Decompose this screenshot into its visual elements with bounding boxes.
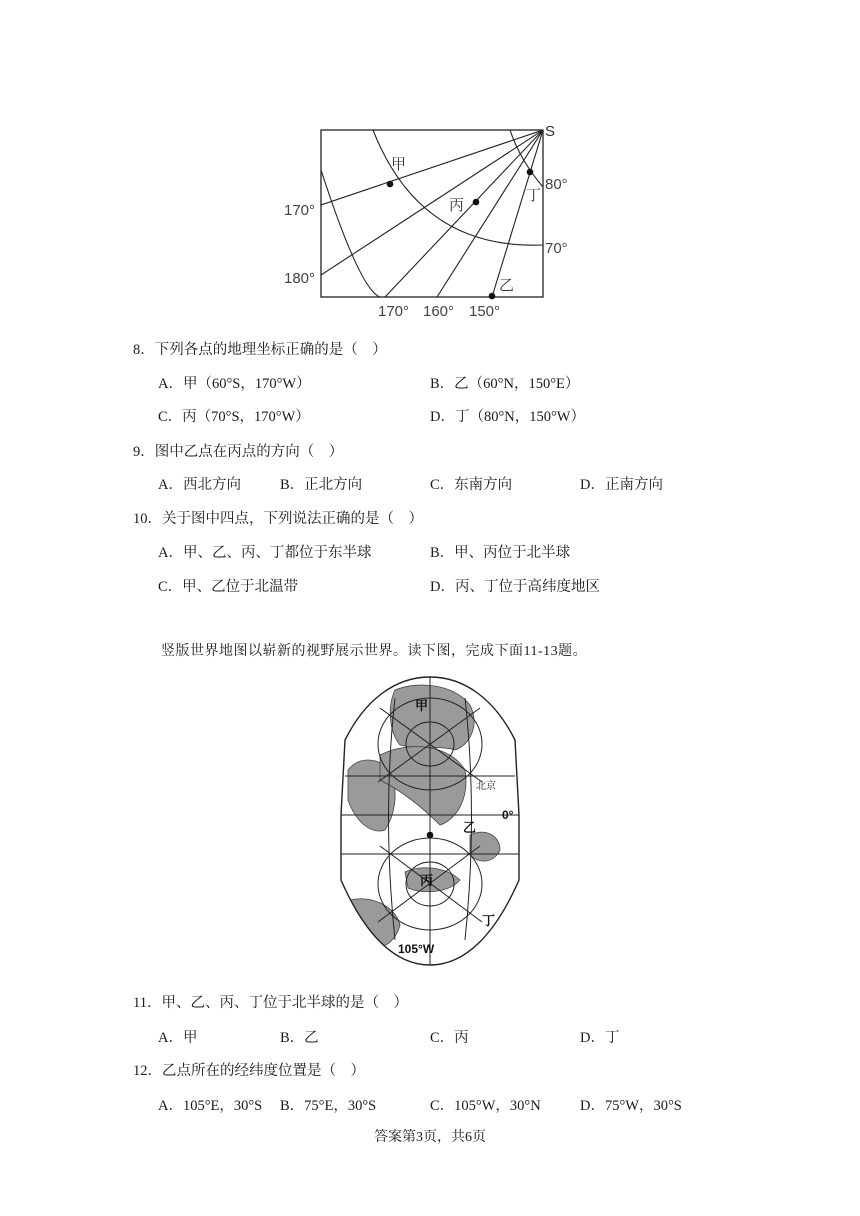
lon-180-label: 180° bbox=[284, 270, 316, 287]
q9-option-c[interactable]: C．东南方向 bbox=[430, 477, 513, 493]
question-9-stem: 9．图中乙点在丙点的方向（ ） bbox=[133, 444, 344, 460]
page-footer: 答案第3页，共6页 bbox=[374, 1130, 486, 1145]
q12-option-a[interactable]: A．105°E，30°S bbox=[158, 1098, 263, 1114]
q10-option-b[interactable]: B．甲、丙位于北半球 bbox=[430, 545, 571, 561]
lat-70-label: 70° bbox=[545, 240, 568, 257]
map-label-105w: 105°W bbox=[398, 942, 435, 956]
q12-option-b[interactable]: B．75°E，30°S bbox=[280, 1098, 377, 1114]
map-label-bing: 丙 bbox=[420, 873, 434, 888]
vertical-world-map bbox=[335, 673, 525, 973]
landmass-north bbox=[390, 685, 474, 750]
lon-150-label: 150° bbox=[469, 303, 501, 320]
q11-option-a[interactable]: A．甲 bbox=[158, 1030, 198, 1046]
point-jia bbox=[387, 181, 394, 188]
q8-option-c[interactable]: C．丙（70°S，170°W） bbox=[158, 409, 310, 425]
lat-80-label: 80° bbox=[545, 176, 568, 193]
q12-option-d[interactable]: D．75°W，30°S bbox=[580, 1098, 682, 1114]
map-point-yi bbox=[427, 832, 434, 839]
q11-option-b[interactable]: B．乙 bbox=[280, 1030, 319, 1046]
q9-option-a[interactable]: A．西北方向 bbox=[158, 477, 241, 493]
q12-option-c[interactable]: C．105°W，30°N bbox=[430, 1098, 541, 1114]
question-11-stem: 11．甲、乙、丙、丁位于北半球的是（ ） bbox=[133, 995, 408, 1011]
map-label-equator: 0° bbox=[502, 808, 514, 822]
lon-170-bottom-label: 170° bbox=[378, 303, 410, 320]
point-bing bbox=[473, 199, 480, 206]
q11-option-d[interactable]: D．丁 bbox=[580, 1030, 620, 1046]
question-10-stem: 10．关于图中四点，下列说法正确的是（ ） bbox=[133, 511, 423, 527]
lon-160-label: 160° bbox=[423, 303, 455, 320]
q8-option-b[interactable]: B．乙（60°N，150°E） bbox=[430, 376, 580, 392]
q9-option-d[interactable]: D．正南方向 bbox=[580, 477, 663, 493]
q10-option-d[interactable]: D．丙、丁位于高纬度地区 bbox=[430, 579, 600, 595]
q11-option-c[interactable]: C．丙 bbox=[430, 1030, 469, 1046]
pole-label: S bbox=[545, 123, 556, 140]
label-bing: 丙 bbox=[449, 197, 465, 214]
landmass-australia bbox=[470, 832, 500, 861]
map-label-jia: 甲 bbox=[415, 698, 429, 713]
q10-option-a[interactable]: A．甲、乙、丙、丁都位于东半球 bbox=[158, 545, 372, 561]
question-8-stem: 8．下列各点的地理坐标正确的是（ ） bbox=[133, 342, 387, 358]
label-yi: 乙 bbox=[499, 277, 515, 294]
question-12-stem: 12．乙点所在的经纬度位置是（ ） bbox=[133, 1063, 365, 1079]
q8-option-a[interactable]: A．甲（60°S，170°W） bbox=[158, 376, 311, 392]
map-label-beijing: 北京 bbox=[476, 781, 496, 792]
graticule-figure bbox=[270, 118, 590, 328]
map-label-yi: 乙 bbox=[463, 820, 477, 835]
q10-option-c[interactable]: C．甲、乙位于北温带 bbox=[158, 579, 299, 595]
point-yi bbox=[489, 293, 496, 300]
label-ding: 丁 bbox=[526, 187, 542, 204]
lon-170-left-label: 170° bbox=[284, 202, 316, 219]
point-ding bbox=[527, 169, 534, 176]
label-jia: 甲 bbox=[391, 156, 407, 173]
q9-option-b[interactable]: B．正北方向 bbox=[280, 477, 363, 493]
section-intro: 竖版世界地图以崭新的视野展示世界。读下图，完成下面11-13题。 bbox=[161, 644, 588, 659]
q8-option-d[interactable]: D．丁（80°N，150°W） bbox=[430, 409, 585, 425]
map-label-ding: 丁 bbox=[482, 913, 496, 928]
